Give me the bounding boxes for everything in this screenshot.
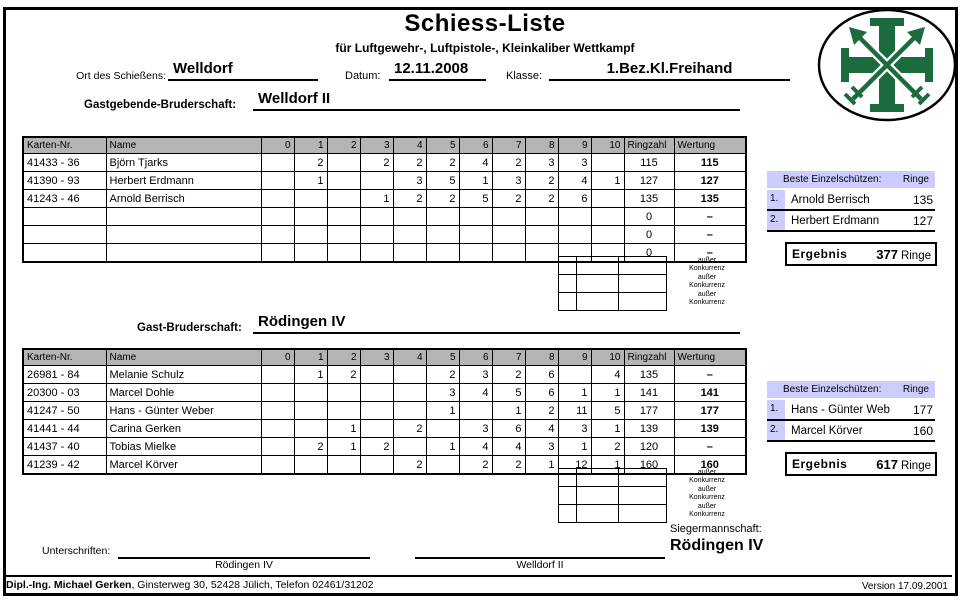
cell-hit-count[interactable]	[294, 420, 327, 438]
cell-hit-count[interactable]: 1	[591, 172, 624, 190]
table-row	[23, 190, 746, 208]
cell-hit-count[interactable]	[261, 438, 294, 456]
cell-hit-count[interactable]: 3	[459, 420, 492, 438]
cell-hit-count[interactable]	[261, 226, 294, 244]
cell-hit-count[interactable]: 1	[591, 384, 624, 402]
cell-hit-count[interactable]: 11	[558, 402, 591, 420]
ergebnis-box-guest: Ergebnis 617 Ringe	[785, 452, 937, 476]
cell-ringzahl: 0	[624, 208, 674, 226]
col-ring-7: 7	[492, 349, 525, 366]
empty-cell	[559, 257, 577, 275]
cell-hit-count[interactable]: 1	[591, 456, 624, 475]
cell-wertung: 141	[674, 384, 746, 402]
cell-hit-count[interactable]	[525, 208, 558, 226]
cell-hit-count[interactable]	[261, 402, 294, 420]
cell-hit-count[interactable]	[360, 384, 393, 402]
cell-hit-count[interactable]	[591, 208, 624, 226]
cell-hit-count[interactable]: 1	[294, 366, 327, 384]
table-row	[23, 384, 746, 402]
empty-cell	[619, 293, 667, 311]
cell-hit-count[interactable]	[360, 402, 393, 420]
cell-hit-count[interactable]	[525, 226, 558, 244]
cell-hit-count[interactable]: 1	[294, 172, 327, 190]
table-row	[23, 438, 746, 456]
cell-karten-nr[interactable]: 20300 - 03	[23, 384, 106, 402]
cell-hit-count[interactable]	[459, 244, 492, 263]
col-name: Name	[106, 349, 261, 366]
empty-cell	[619, 505, 667, 523]
datum-label: Datum:	[345, 70, 381, 82]
empty-cell	[619, 469, 667, 487]
cell-hit-count[interactable]	[294, 208, 327, 226]
cell-hit-count[interactable]	[327, 244, 360, 263]
cell-hit-count[interactable]: 2	[294, 438, 327, 456]
cell-hit-count[interactable]: 2	[360, 438, 393, 456]
cell-hit-count[interactable]	[360, 420, 393, 438]
cell-karten-nr[interactable]: 41437 - 40	[23, 438, 106, 456]
cell-hit-count[interactable]	[294, 244, 327, 263]
cell-hit-count[interactable]: 2	[393, 456, 426, 475]
cell-wertung: –	[674, 438, 746, 456]
empty-cell	[577, 469, 619, 487]
cell-hit-count[interactable]: 1	[492, 402, 525, 420]
cell-ringzahl: 139	[624, 420, 674, 438]
col-name: Name	[106, 137, 261, 154]
col-ring-5: 5	[426, 137, 459, 154]
cell-hit-count[interactable]: 2	[294, 154, 327, 172]
cell-hit-count[interactable]	[294, 402, 327, 420]
ausser-konkurrenz-notes: außer Konkurrenz außer Konkurrenz außer Konkurrenz	[689, 469, 725, 518]
col-karten-nr: Karten-Nr.	[23, 137, 106, 154]
cell-hit-count[interactable]	[492, 208, 525, 226]
col-wertung: Wertung	[674, 349, 746, 366]
cell-ringzahl: 177	[624, 402, 674, 420]
cell-hit-count[interactable]: 3	[426, 384, 459, 402]
cell-hit-count[interactable]: 5	[591, 402, 624, 420]
cell-karten-nr[interactable]	[23, 226, 106, 244]
table-row	[23, 208, 746, 226]
cell-hit-count[interactable]	[327, 226, 360, 244]
empty-cell	[619, 257, 667, 275]
cell-hit-count[interactable]: 2	[525, 172, 558, 190]
cell-hit-count[interactable]: 2	[393, 190, 426, 208]
cell-hit-count[interactable]: 4	[459, 154, 492, 172]
cell-wertung: 177	[674, 402, 746, 420]
empty-cell	[559, 275, 577, 293]
cell-hit-count[interactable]: 2	[525, 402, 558, 420]
host-score-table	[22, 136, 747, 263]
cell-hit-count[interactable]	[591, 226, 624, 244]
best-shooter-row: 2. Herbert Erdmann 127	[767, 211, 935, 232]
col-ringzahl: Ringzahl	[624, 349, 674, 366]
table-header-row	[23, 349, 746, 366]
signatures-label: Unterschriften:	[42, 545, 111, 557]
cell-hit-count[interactable]	[261, 208, 294, 226]
cell-karten-nr[interactable]: 41247 - 50	[23, 402, 106, 420]
table-row	[23, 226, 746, 244]
cell-hit-count[interactable]: 2	[426, 190, 459, 208]
table-row	[23, 366, 746, 384]
footer-version: Version 17.09.2001	[861, 581, 948, 592]
cell-hit-count[interactable]	[591, 154, 624, 172]
cell-wertung: 160	[674, 456, 746, 475]
cell-wertung: 139	[674, 420, 746, 438]
page-subtitle: für Luftgewehr-, Luftpistole-, Kleinkaliber Wettkampf	[335, 41, 635, 55]
col-ringzahl: Ringzahl	[624, 137, 674, 154]
empty-cell	[559, 293, 577, 311]
table-header-row	[23, 137, 746, 154]
cell-wertung: 135	[674, 190, 746, 208]
cell-hit-count[interactable]	[426, 456, 459, 475]
cell-hit-count[interactable]	[459, 226, 492, 244]
cell-hit-count[interactable]: 2	[525, 190, 558, 208]
cell-hit-count[interactable]: 1	[558, 438, 591, 456]
cell-hit-count[interactable]: 5	[492, 384, 525, 402]
cell-hit-count[interactable]: 1	[426, 402, 459, 420]
signature-name-guest: Rödingen IV	[215, 559, 273, 571]
col-ring-4: 4	[393, 349, 426, 366]
cell-hit-count[interactable]: 3	[558, 154, 591, 172]
col-ring-8: 8	[525, 137, 558, 154]
cell-wertung: 127	[674, 172, 746, 190]
best-shooters-header-host: Beste Einzelschützen: Ringe	[767, 171, 935, 188]
best-shooter-row: 1. Arnold Berrisch 135	[767, 190, 935, 211]
cell-hit-count[interactable]: 3	[558, 420, 591, 438]
cell-hit-count[interactable]	[294, 456, 327, 475]
cell-hit-count[interactable]: 2	[393, 154, 426, 172]
cell-hit-count[interactable]	[327, 384, 360, 402]
winner-label: Siegermannschaft:	[670, 523, 762, 535]
cell-karten-nr[interactable]: 26981 - 84	[23, 366, 106, 384]
col-ring-0: 0	[261, 137, 294, 154]
cell-hit-count[interactable]	[393, 402, 426, 420]
cell-hit-count[interactable]	[426, 208, 459, 226]
cell-hit-count[interactable]: 4	[525, 420, 558, 438]
cell-name[interactable]	[106, 208, 261, 226]
club-crest-logo	[815, 6, 959, 124]
cell-hit-count[interactable]	[393, 384, 426, 402]
cell-hit-count[interactable]	[426, 244, 459, 263]
col-ring-3: 3	[360, 137, 393, 154]
cell-name[interactable]: Arnold Berrisch	[106, 190, 261, 208]
guest-club-field[interactable]: Rödingen IV	[253, 313, 740, 334]
cell-wertung: 115	[674, 154, 746, 172]
cell-hit-count[interactable]: 2	[426, 154, 459, 172]
footer-divider	[6, 575, 952, 577]
cell-hit-count[interactable]	[426, 420, 459, 438]
host-club-label: Gastgebende-Bruderschaft:	[84, 99, 237, 111]
cell-ringzahl: 135	[624, 366, 674, 384]
cell-hit-count[interactable]: 6	[558, 190, 591, 208]
cell-hit-count[interactable]	[261, 172, 294, 190]
empty-cell	[559, 487, 577, 505]
cell-hit-count[interactable]	[393, 244, 426, 263]
cell-hit-count[interactable]	[492, 226, 525, 244]
cell-name[interactable]: Marcel Körver	[106, 456, 261, 475]
cell-ringzahl: 135	[624, 190, 674, 208]
cell-hit-count[interactable]	[360, 456, 393, 475]
table-row	[23, 172, 746, 190]
empty-cell	[577, 293, 619, 311]
cell-hit-count[interactable]: 5	[459, 190, 492, 208]
cell-hit-count[interactable]: 12	[558, 456, 591, 475]
footer-author: Dipl.-Ing. Michael Gerken, Ginsterweg 30, 52428 Jülich, Telefon 02461/31202	[6, 579, 374, 591]
cell-hit-count[interactable]	[261, 154, 294, 172]
table-row	[23, 420, 746, 438]
cell-karten-nr[interactable]: 41433 - 36	[23, 154, 106, 172]
cell-name[interactable]: Björn Tjarks	[106, 154, 261, 172]
cell-hit-count[interactable]: 3	[525, 438, 558, 456]
cell-hit-count[interactable]: 1	[426, 438, 459, 456]
cell-hit-count[interactable]: 4	[459, 438, 492, 456]
cell-hit-count[interactable]: 1	[327, 420, 360, 438]
cell-hit-count[interactable]: 2	[459, 456, 492, 475]
cell-hit-count[interactable]	[393, 208, 426, 226]
cell-hit-count[interactable]: 1	[558, 384, 591, 402]
cell-hit-count[interactable]: 2	[360, 154, 393, 172]
cell-hit-count[interactable]: 4	[492, 438, 525, 456]
cell-name[interactable]: Hans - Günter Weber	[106, 402, 261, 420]
cell-hit-count[interactable]	[261, 190, 294, 208]
cell-hit-count[interactable]	[261, 366, 294, 384]
best-shooters-header-guest: Beste Einzelschützen: Ringe	[767, 381, 935, 398]
guest-club-label: Gast-Bruderschaft:	[137, 322, 242, 334]
host-club-field[interactable]: Welldorf II	[253, 90, 740, 111]
col-ring-2: 2	[327, 349, 360, 366]
cell-hit-count[interactable]	[327, 172, 360, 190]
cell-hit-count[interactable]	[327, 190, 360, 208]
cell-name[interactable]: Marcel Dohle	[106, 384, 261, 402]
empty-cell	[559, 469, 577, 487]
table-row	[23, 154, 746, 172]
empty-cell	[577, 275, 619, 293]
col-ring-2: 2	[327, 137, 360, 154]
cell-hit-count[interactable]	[393, 226, 426, 244]
ort-label: Ort des Schießens:	[76, 70, 166, 82]
cell-hit-count[interactable]: 2	[591, 438, 624, 456]
cell-hit-count[interactable]: 1	[459, 172, 492, 190]
cell-hit-count[interactable]: 1	[591, 420, 624, 438]
cell-wertung: –	[674, 226, 746, 244]
col-ring-0: 0	[261, 349, 294, 366]
cell-hit-count[interactable]	[327, 154, 360, 172]
col-karten-nr: Karten-Nr.	[23, 349, 106, 366]
cell-hit-count[interactable]: 2	[492, 190, 525, 208]
col-ring-8: 8	[525, 349, 558, 366]
cell-karten-nr[interactable]	[23, 244, 106, 263]
table-row	[23, 402, 746, 420]
cell-hit-count[interactable]	[261, 244, 294, 263]
empty-cell	[577, 487, 619, 505]
col-ring-3: 3	[360, 349, 393, 366]
col-ring-5: 5	[426, 349, 459, 366]
col-ring-4: 4	[393, 137, 426, 154]
cell-hit-count[interactable]	[327, 456, 360, 475]
cell-hit-count[interactable]	[360, 226, 393, 244]
cell-hit-count[interactable]: 6	[525, 384, 558, 402]
cell-hit-count[interactable]: 2	[492, 456, 525, 475]
cell-hit-count[interactable]: 2	[492, 154, 525, 172]
empty-cell	[619, 487, 667, 505]
cell-ringzahl: 115	[624, 154, 674, 172]
cell-name[interactable]: Tobias Mielke	[106, 438, 261, 456]
cell-hit-count[interactable]: 6	[525, 366, 558, 384]
ergebnis-box-host: Ergebnis 377 Ringe	[785, 242, 937, 266]
cell-hit-count[interactable]	[558, 366, 591, 384]
overflow-grid	[558, 256, 667, 311]
cell-hit-count[interactable]: 3	[459, 366, 492, 384]
cell-wertung: –	[674, 208, 746, 226]
cell-hit-count[interactable]	[261, 384, 294, 402]
datum-field[interactable]: 12.11.2008	[389, 60, 486, 81]
cell-karten-nr[interactable]	[23, 208, 106, 226]
empty-cell	[577, 505, 619, 523]
page-title: Schiess-Liste	[404, 10, 566, 37]
cell-name[interactable]: Herbert Erdmann	[106, 172, 261, 190]
cell-name[interactable]	[106, 244, 261, 263]
cell-hit-count[interactable]	[459, 208, 492, 226]
col-ring-10: 10	[591, 349, 624, 366]
col-ring-7: 7	[492, 137, 525, 154]
cell-hit-count[interactable]: 5	[426, 172, 459, 190]
empty-cell	[577, 257, 619, 275]
guest-score-table	[22, 348, 747, 475]
cell-hit-count[interactable]	[261, 420, 294, 438]
signature-name-host: Welldorf II	[516, 559, 564, 571]
cell-hit-count[interactable]: 3	[525, 154, 558, 172]
col-wertung: Wertung	[674, 137, 746, 154]
cell-hit-count[interactable]: 2	[492, 366, 525, 384]
cell-hit-count[interactable]	[393, 438, 426, 456]
cell-hit-count[interactable]: 2	[327, 366, 360, 384]
cell-hit-count[interactable]	[327, 208, 360, 226]
cell-hit-count[interactable]	[261, 456, 294, 475]
cell-hit-count[interactable]	[360, 244, 393, 263]
empty-cell	[619, 275, 667, 293]
cell-hit-count[interactable]: 4	[558, 172, 591, 190]
cell-ringzahl: 0	[624, 226, 674, 244]
cell-hit-count[interactable]: 2	[426, 366, 459, 384]
winner-value: Rödingen IV	[670, 537, 764, 554]
cell-hit-count[interactable]	[360, 172, 393, 190]
best-shooter-row: 2. Marcel Körver 160	[767, 421, 935, 442]
cell-hit-count[interactable]: 1	[525, 456, 558, 475]
signature-line-guest[interactable]	[118, 540, 370, 559]
empty-cell	[559, 505, 577, 523]
ausser-konkurrenz-notes: außer Konkurrenz außer Konkurrenz außer Konkurrenz	[689, 257, 725, 306]
col-ring-6: 6	[459, 349, 492, 366]
cell-hit-count[interactable]	[294, 384, 327, 402]
ort-field[interactable]: Welldorf	[168, 60, 318, 81]
cell-karten-nr[interactable]: 41441 - 44	[23, 420, 106, 438]
cell-ringzahl: 120	[624, 438, 674, 456]
klasse-label: Klasse:	[506, 70, 543, 82]
cell-hit-count[interactable]: 3	[393, 172, 426, 190]
cell-hit-count[interactable]: 1	[360, 190, 393, 208]
cell-hit-count[interactable]	[558, 208, 591, 226]
cell-hit-count[interactable]	[294, 190, 327, 208]
cell-name[interactable]	[106, 226, 261, 244]
cell-hit-count[interactable]	[360, 208, 393, 226]
cell-karten-nr[interactable]: 41390 - 93	[23, 172, 106, 190]
cell-hit-count[interactable]	[393, 366, 426, 384]
col-ring-9: 9	[558, 137, 591, 154]
cell-wertung: –	[674, 244, 746, 263]
cell-hit-count[interactable]	[492, 244, 525, 263]
cell-karten-nr[interactable]: 41243 - 46	[23, 190, 106, 208]
cell-karten-nr[interactable]: 41239 - 42	[23, 456, 106, 475]
cell-hit-count[interactable]	[360, 366, 393, 384]
col-ring-10: 10	[591, 137, 624, 154]
cell-hit-count[interactable]: 2	[393, 420, 426, 438]
cell-hit-count[interactable]	[426, 226, 459, 244]
cell-hit-count[interactable]: 6	[492, 420, 525, 438]
cell-ringzahl: 0	[624, 244, 674, 263]
cell-hit-count[interactable]	[591, 190, 624, 208]
cell-ringzahl: 160	[624, 456, 674, 475]
overflow-grid	[558, 468, 667, 523]
cell-hit-count[interactable]	[525, 244, 558, 263]
col-ring-9: 9	[558, 349, 591, 366]
cell-name[interactable]: Melanie Schulz	[106, 366, 261, 384]
cell-hit-count[interactable]: 3	[492, 172, 525, 190]
cell-ringzahl: 127	[624, 172, 674, 190]
cell-hit-count[interactable]	[459, 402, 492, 420]
cell-name[interactable]: Carina Gerken	[106, 420, 261, 438]
klasse-field[interactable]: 1.Bez.Kl.Freihand	[549, 60, 790, 81]
cell-hit-count[interactable]	[558, 226, 591, 244]
cell-wertung: –	[674, 366, 746, 384]
col-ring-6: 6	[459, 137, 492, 154]
cell-hit-count[interactable]: 4	[591, 366, 624, 384]
col-ring-1: 1	[294, 137, 327, 154]
cell-hit-count[interactable]: 4	[459, 384, 492, 402]
cell-hit-count[interactable]: 1	[327, 438, 360, 456]
cell-ringzahl: 141	[624, 384, 674, 402]
signature-line-host[interactable]	[415, 540, 665, 559]
cell-hit-count[interactable]	[294, 226, 327, 244]
best-shooter-row: 1. Hans - Günter Web 177	[767, 400, 935, 421]
cell-hit-count[interactable]	[327, 402, 360, 420]
col-ring-1: 1	[294, 349, 327, 366]
